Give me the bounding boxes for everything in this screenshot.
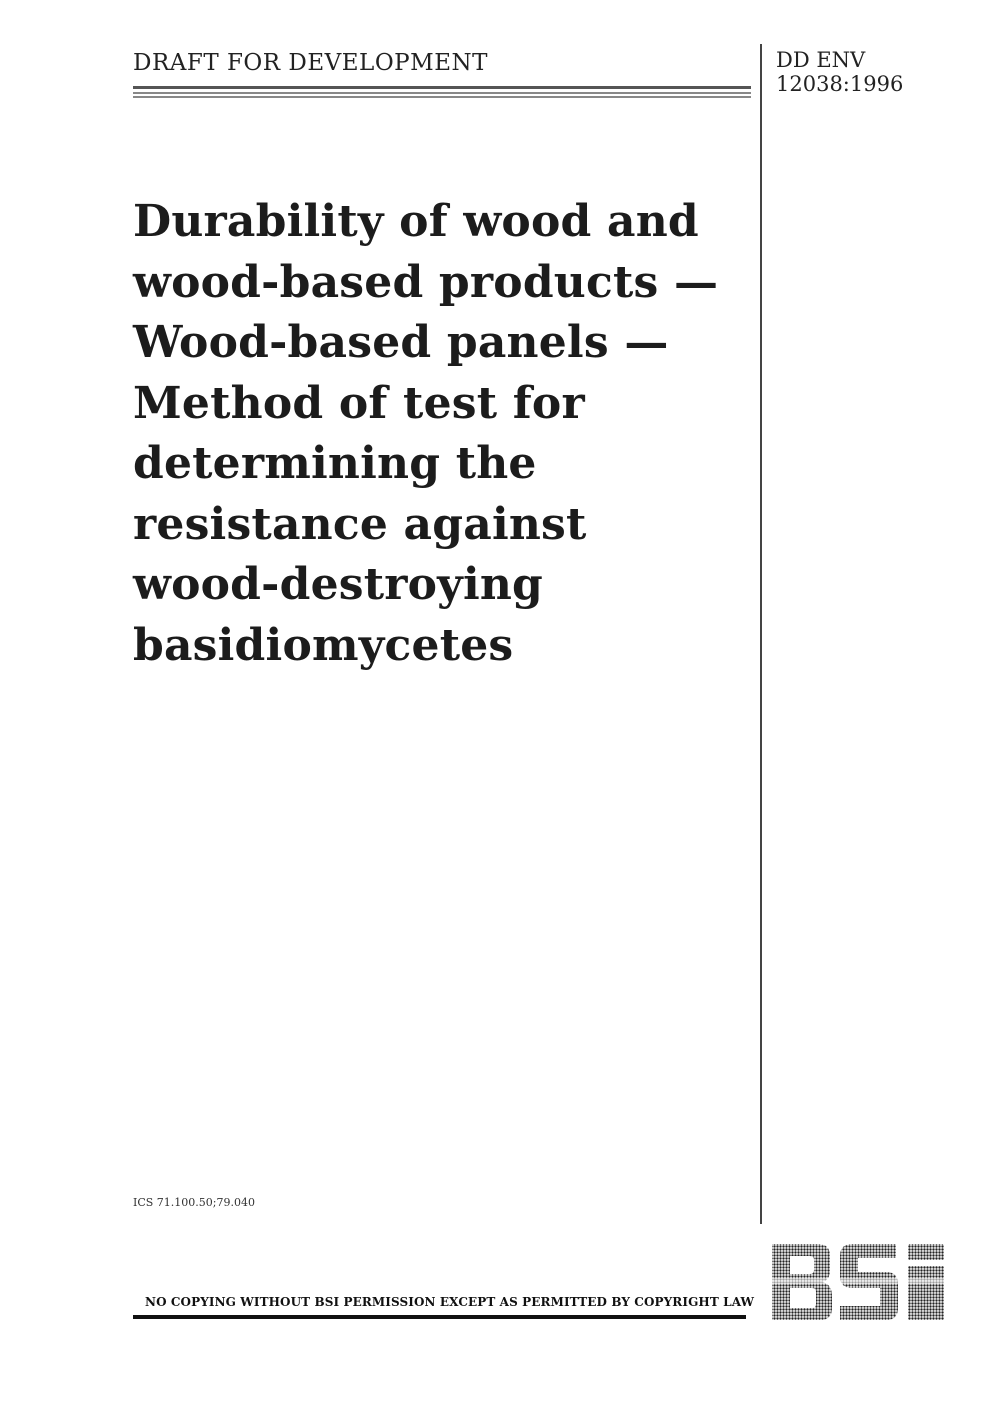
document-type-label: DRAFT FOR DEVELOPMENT xyxy=(133,50,488,76)
title-line: basidiomycetes xyxy=(133,619,514,671)
title-line: determining the xyxy=(133,438,537,489)
title-line: Method of test for xyxy=(133,377,585,429)
standard-number xyxy=(776,48,903,96)
footer-rule xyxy=(133,1315,746,1319)
header-rule-thin xyxy=(133,96,751,98)
header-rules xyxy=(133,86,751,100)
copyright-notice: NO COPYING WITHOUT BSI PERMISSION EXCEPT AS PERMITTED BY COPYRIGHT LAW xyxy=(145,1295,755,1309)
title-line: resistance against xyxy=(133,498,587,550)
bsi-logo xyxy=(770,1242,946,1322)
ics-code: ICS 71.100.50;79.040 xyxy=(133,1196,255,1209)
vertical-divider xyxy=(760,44,762,1224)
header-rule-thick xyxy=(133,86,751,89)
standard-number-line2: 12038:1996 xyxy=(776,72,904,96)
header-rule-thin xyxy=(133,92,751,94)
title-line: wood-destroying xyxy=(133,559,544,610)
document-title xyxy=(133,192,753,676)
title-line: Wood-based panels — xyxy=(133,317,669,368)
title-line: wood-based products — xyxy=(133,256,719,308)
title-line: Durability of wood and xyxy=(133,196,699,247)
standard-number-line1: DD ENV xyxy=(776,48,866,72)
